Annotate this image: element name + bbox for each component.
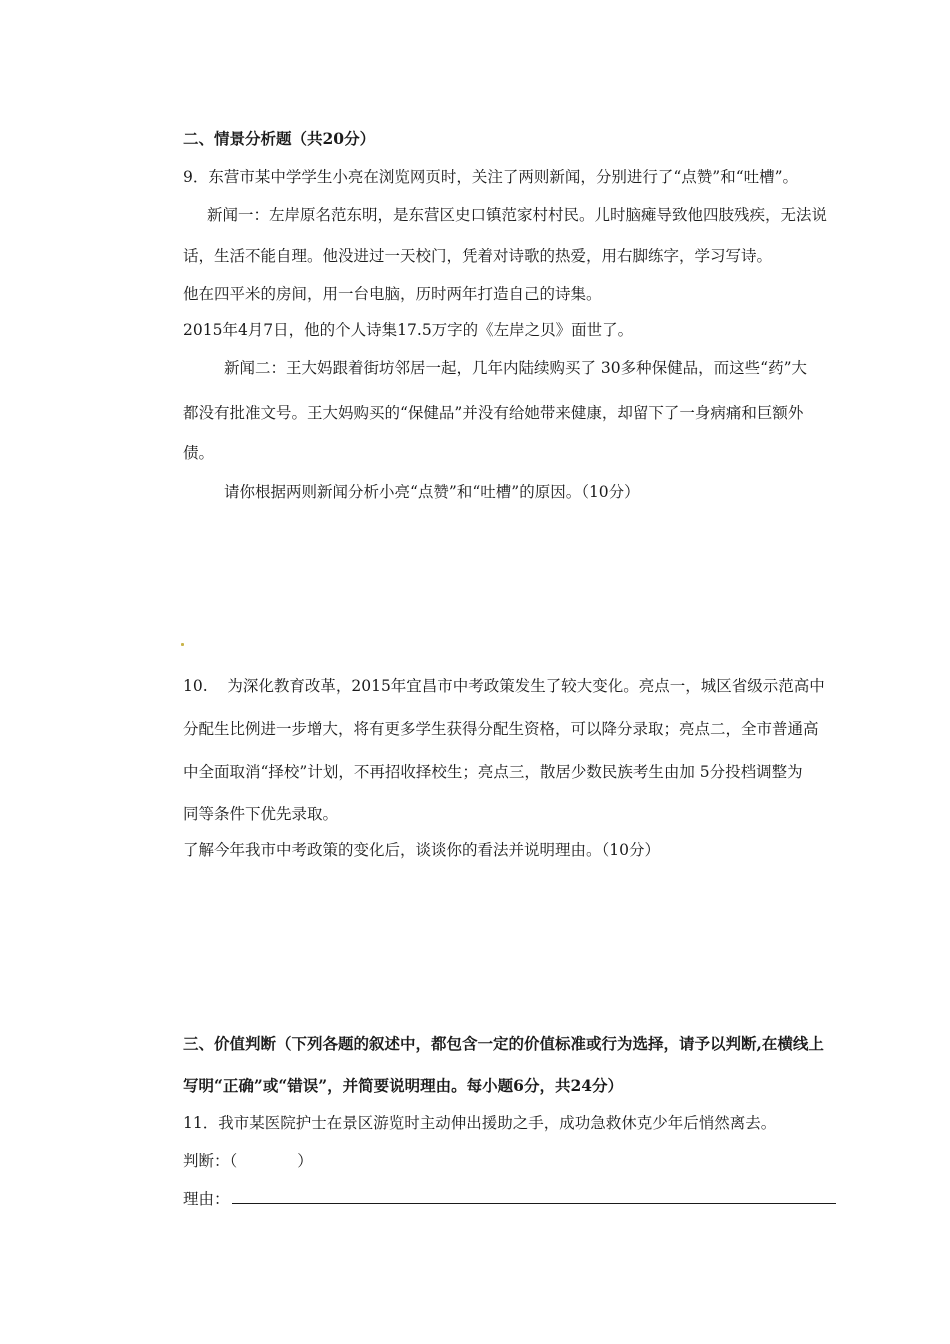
q11-stem: 11．我市某医院护士在景区游览时主动伸出援助之手，成功急救休克少年后悄然离去。	[183, 1114, 777, 1132]
section-2-heading: 二、情景分析题（共20分）	[183, 129, 376, 148]
q10-line2: 分配生比例进一步增大，将有更多学生获得分配生资格，可以降分录取；亮点二，全市普通高	[183, 720, 819, 738]
q9-news1-line3: 他在四平米的房间，用一台电脑，历时两年打造自己的诗集。	[183, 285, 602, 303]
q11-reason-answer-line[interactable]	[232, 1203, 836, 1204]
q10-line4: 同等条件下优先录取。	[183, 805, 339, 823]
q10-line3: 中全面取消“择校”计划，不再招收择校生；亮点三，散居少数民族考生由加 5分投档调整为	[183, 763, 803, 781]
q9-news2-line3: 债。	[183, 444, 215, 462]
q9-news1-line4: 2015年4月7日，他的个人诗集17.5万字的《左岸之贝》面世了。	[183, 321, 634, 339]
q9-news2-line1: 新闻二：王大妈跟着街坊邻居一起，几年内陆续购买了 30多种保健品，而这些“药”大	[224, 359, 808, 377]
q10-question: 了解今年我市中考政策的变化后，谈谈你的看法并说明理由。（10分）	[183, 841, 660, 859]
q9-stem: 9．东营市某中学学生小亮在浏览网页时，关注了两则新闻，分别进行了“点赞”和“吐槽”。	[183, 168, 799, 186]
q9-question: 请你根据两则新闻分析小亮“点赞”和“吐槽”的原因。（10分）	[224, 483, 640, 501]
section-3-heading-line1: 三、价值判断（下列各题的叙述中，都包含一定的价值标准或行为选择，请予以判断,在横线上	[183, 1034, 824, 1053]
stray-mark	[181, 643, 184, 646]
section-3-heading-line2: 写明“正确”或“错误”，并简要说明理由。每小题6分，共24分）	[183, 1076, 624, 1095]
q11-reason-label: 理由：	[183, 1190, 230, 1208]
q9-news1-line1: 新闻一：左岸原名范东明，是东营区史口镇范家村村民。儿时脑瘫导致他四肢残疾，无法说	[207, 206, 828, 224]
q9-news2-line2: 都没有批准文号。王大妈购买的“保健品”并没有给她带来健康，却留下了一身病痛和巨额外	[183, 404, 804, 422]
q9-news1-line2: 话，生活不能自理。他没进过一天校门，凭着对诗歌的热爱，用右脚练字，学习写诗。	[183, 247, 773, 265]
q11-judge-label: 判断：（	[183, 1152, 238, 1170]
q10-line1: 10. 为深化教育改革，2015年宜昌市中考政策发生了较大变化。亮点一，城区省级示范高中	[183, 677, 825, 695]
q11-judge-row	[183, 1151, 313, 1171]
q11-judge-close: ）	[297, 1152, 313, 1170]
